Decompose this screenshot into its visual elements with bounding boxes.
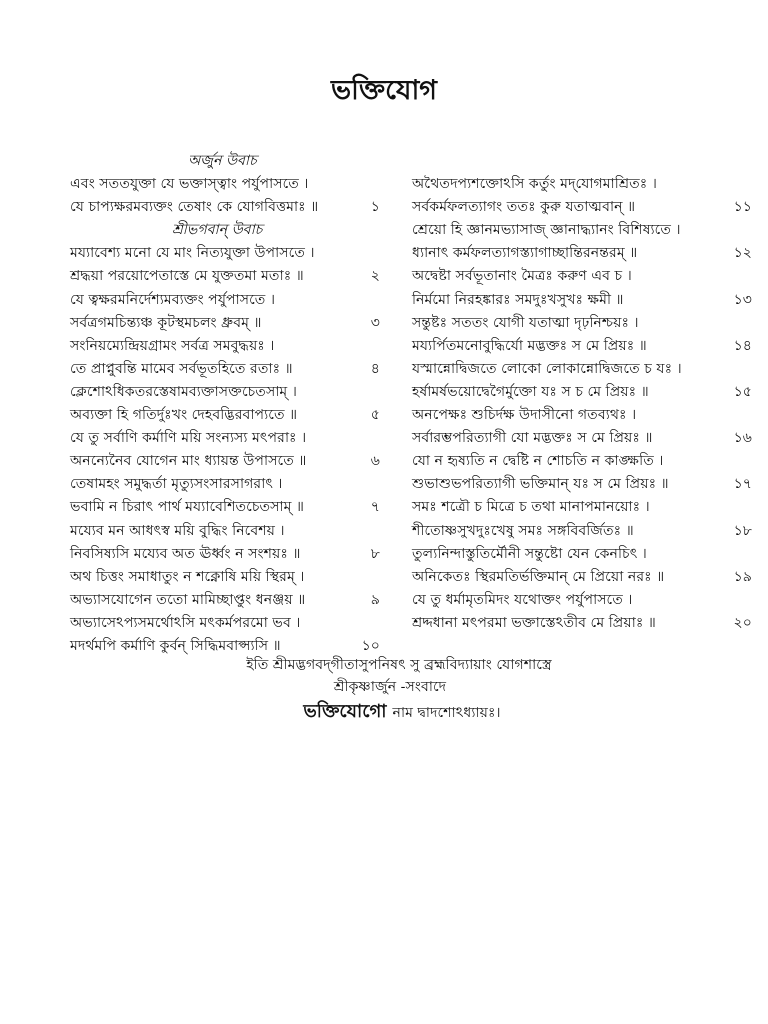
verse-line	[412, 265, 752, 288]
verse-line	[412, 335, 752, 358]
verse-text: যে ত্বক্ষরমনির্দেশ্যমব্যক্তং পর্যুপাসতে ।	[70, 291, 276, 308]
verse-text: নির্মমো নিরহঙ্কারঃ সমদুঃখসুখঃ ক্ষমী ॥	[412, 291, 624, 308]
verse-line	[412, 312, 752, 335]
verse-number: ৩	[370, 314, 380, 331]
verse-line	[70, 404, 388, 427]
verse-number: ১০	[361, 637, 380, 654]
verse-text: ভবামি ন চিরাৎ পার্থ ময্যাবেশিতচেতসাম্ ॥	[70, 499, 305, 516]
verse-text: যে তু ধর্মামৃতমিদং যথোক্তং পর্যুপাসতে ।	[412, 591, 633, 608]
verse-text: ময্যাবেশ্য মনো যে মাং নিত্যযুক্তা উপাসতে ।	[70, 245, 315, 262]
verse-text: সমঃ শত্রৌ চ মিত্রে চ তথা মানাপমানয়োঃ ।	[412, 499, 650, 516]
verse-number: ৪	[370, 360, 380, 377]
verse-line	[70, 335, 388, 358]
verse-line	[412, 612, 752, 635]
verse-number: ১৬	[733, 430, 752, 447]
verse-line	[412, 173, 752, 196]
verse-line	[70, 265, 388, 288]
verse-line	[412, 543, 752, 566]
verse-text: অদ্বেষ্টা সর্বভূতানাং মৈত্রঃ করুণ এব চ ।	[412, 268, 632, 285]
verse-text: অথ চিত্তং সমাধাতুং ন শক্নোষি ময়ি স্থিরম্ ।	[70, 568, 305, 585]
verse-number: ২০	[733, 614, 752, 631]
page-title: ভক্তিযোগ	[331, 75, 437, 106]
verse-number: ১৫	[733, 383, 752, 400]
verse-line	[70, 196, 388, 219]
verse-text: হর্ষামর্ষভয়োদ্বেগৈর্মুক্তো যঃ স চ মে প্রিয়ঃ ॥	[412, 383, 649, 400]
verse-text: যে তু সর্বাণি কর্মাণি ময়ি সংন্যস্য মৎপরাঃ ।	[70, 430, 307, 447]
verse-line	[70, 496, 388, 519]
colophon-line-3	[0, 698, 768, 727]
verse-line	[412, 404, 752, 427]
chapter-suffix: নাম দ্বাদশোঽধ্যায়ঃ।	[392, 705, 501, 721]
verse-number: ১	[370, 199, 380, 216]
verse-number: ১৪	[733, 337, 752, 354]
verse-line	[412, 496, 752, 519]
verse-line	[412, 473, 752, 496]
right-verse-column	[412, 150, 752, 635]
verse-text: ময্যর্পিতমনোবুদ্ধির্যো মদ্ভক্তঃ স মে প্রিয়ঃ ॥	[412, 337, 647, 354]
verse-text: তে প্রাপ্নুবন্তি মামেব সর্বভূতহিতে রতাঃ ॥	[70, 360, 293, 377]
verse-line	[412, 358, 752, 381]
verse-number: ১১	[733, 199, 752, 216]
verse-text: অথৈতদপ্যশক্তোঽসি কর্তুং মদ্‌যোগমাশ্রিতঃ ।	[412, 176, 657, 193]
verse-line	[70, 173, 388, 196]
verse-text: শ্রেয়ো হি জ্ঞানমভ্যাসাজ্ জ্ঞানাদ্ধ্যানং বিশিষ্যতে ।	[412, 222, 681, 239]
verse-line	[70, 289, 388, 312]
verse-line	[412, 219, 752, 242]
verse-text: সর্বত্রগমচিন্ত্যঞ্চ কূটস্থমচলং ধ্রুবম্ ॥	[70, 314, 262, 331]
verse-line	[412, 450, 752, 473]
verse-text: নিবসিষ্যসি ময্যেব অত ঊর্ধ্বং ন সংশয়ঃ ॥	[70, 545, 301, 562]
verse-line	[412, 289, 752, 312]
verse-text: যে চাপ্যক্ষরমব্যক্তং তেষাং কে যোগবিত্তমাঃ ॥	[70, 199, 319, 216]
verse-number: ২	[370, 268, 380, 285]
verse-number: ১৩	[733, 291, 752, 308]
verse-number: ১৯	[733, 568, 752, 585]
verse-text: অর্জুন উবাচ	[188, 153, 257, 169]
verse-line	[70, 242, 388, 265]
verse-number: ৫	[370, 407, 380, 424]
verse-number: ৮	[370, 545, 380, 562]
verse-text: ধ্যানাৎ কর্মফলত্যাগস্ত্যাগাচ্ছান্তিরনন্তরম্ ॥	[412, 245, 638, 262]
verse-text: অভ্যাসেঽপ্যসমর্থোঽসি মৎকর্মপরমো ভব ।	[70, 614, 301, 631]
verse-text: মদর্থমপি কর্মাণি কুর্বন্ সিদ্ধিমবাপ্স্যসি ॥	[70, 637, 281, 654]
verse-number: ১২	[733, 245, 752, 262]
verse-line	[412, 427, 752, 450]
verse-line	[70, 520, 388, 543]
verse-text: অনিকেতঃ স্থিরমতির্ভক্তিমান্ মে প্রিয়ো নরঃ ॥	[412, 568, 665, 585]
verse-text: অভ্যাসযোগেন ততো মামিচ্ছাপ্তুং ধনঞ্জয় ॥	[70, 591, 306, 608]
verse-line	[412, 589, 752, 612]
verse-text: শ্রদ্ধয়া পরয়োপেতাস্তে মে যুক্ততমা মতাঃ ॥	[70, 268, 304, 285]
verse-text: যস্মান্নোদ্বিজতে লোকো লোকান্নোদ্বিজতে চ যঃ ।	[412, 360, 682, 377]
colophon	[0, 654, 768, 727]
verse-text: তুল্যনিন্দাস্তুতির্মৌনী সন্তুষ্টো যেন কেনচিৎ ।	[412, 545, 647, 562]
verse-number: ৯	[370, 591, 380, 608]
verse-line	[70, 427, 388, 450]
verse-line	[412, 520, 752, 543]
verse-number: ১৭	[733, 476, 752, 493]
verse-text: অনন্যেনৈব যোগেন মাং ধ্যায়ন্ত উপাসতে ॥	[70, 453, 307, 470]
verse-line	[70, 473, 388, 496]
verse-text: অব্যক্তা হি গতির্দুঃখং দেহবদ্ভিরবাপ্যতে ॥	[70, 407, 298, 424]
verse-line	[70, 589, 388, 612]
verse-line	[70, 312, 388, 335]
verse-line	[70, 566, 388, 589]
verse-line	[412, 381, 752, 404]
verse-line	[70, 381, 388, 404]
verse-text: তেষামহং সমুদ্ধর্তা মৃত্যুসংসারসাগরাৎ ।	[70, 476, 283, 493]
verse-text: সন্তুষ্টঃ সততং যোগী যতাত্মা দৃঢ়নিশ্চয়ঃ ।	[412, 314, 639, 331]
verse-text: ক্লেশোঽধিকতরস্তেষামব্যক্তাসক্তচেতসাম্ ।	[70, 383, 297, 400]
colophon-line-2: শ্রীকৃষ্ণার্জুন -সংবাদে	[333, 679, 447, 695]
verse-line	[412, 242, 752, 265]
verse-line	[412, 196, 752, 219]
left-verse-column	[70, 150, 388, 658]
chapter-name: ভক্তিযোগো	[303, 701, 387, 722]
verse-number: ৬	[370, 453, 380, 470]
verse-line	[70, 543, 388, 566]
speaker-heading	[70, 219, 388, 242]
verse-text: শুভাশুভপরিত্যাগী ভক্তিমান্ যঃ স মে প্রিয়ঃ ॥	[412, 476, 669, 493]
verse-text: সংনিয়ম্যেন্দ্রিয়গ্রামং সর্বত্র সমবুদ্ধয়ঃ ।	[70, 337, 275, 354]
speaker-heading	[70, 150, 388, 173]
verse-text: যো ন হৃষ্যতি ন দ্বেষ্টি ন শোচতি ন কাঙ্ক্ষতি ।	[412, 453, 664, 470]
verse-text: সর্বারম্ভপরিত্যাগী যো মদ্ভক্তঃ স মে প্রিয়ঃ ॥	[412, 430, 653, 447]
verse-text: শীতোষ্ণসুখদুঃখেষু সমঃ সঙ্গবিবর্জিতঃ ॥	[412, 522, 634, 539]
verse-text: অনপেক্ষঃ শুচির্দক্ষ উদাসীনো গতব্যথঃ ।	[412, 407, 637, 424]
verse-text: এবং সততযুক্তা যে ভক্তাস্ত্বাং পর্যুপাসতে ।	[70, 176, 309, 193]
verse-number: ৭	[370, 499, 380, 516]
verse-line	[70, 450, 388, 473]
verse-line	[70, 358, 388, 381]
verse-line	[412, 566, 752, 589]
verse-text: ময্যেব মন আধৎস্ব ময়ি বুদ্ধিং নিবেশয় ।	[70, 522, 285, 539]
verse-number: ১৮	[733, 522, 752, 539]
verse-line	[70, 612, 388, 635]
verse-line	[412, 150, 752, 173]
verse-text: শ্রীভগবান্ উবাচ	[172, 222, 263, 239]
colophon-line-1: ইতি শ্রীমদ্ভগবদ্‌গীতাসুপনিষৎ সু ব্রহ্মবিদ্যায়াং যোগশাস্ত্রে	[246, 657, 552, 673]
verse-text: শ্রদ্দধানা মৎপরমা ভক্তাস্তেঽতীব মে প্রিয়াঃ ॥	[412, 614, 656, 631]
verse-text: সর্বকর্মফলত্যাগং ততঃ কুরু যতাত্মবান্ ॥	[412, 199, 636, 216]
